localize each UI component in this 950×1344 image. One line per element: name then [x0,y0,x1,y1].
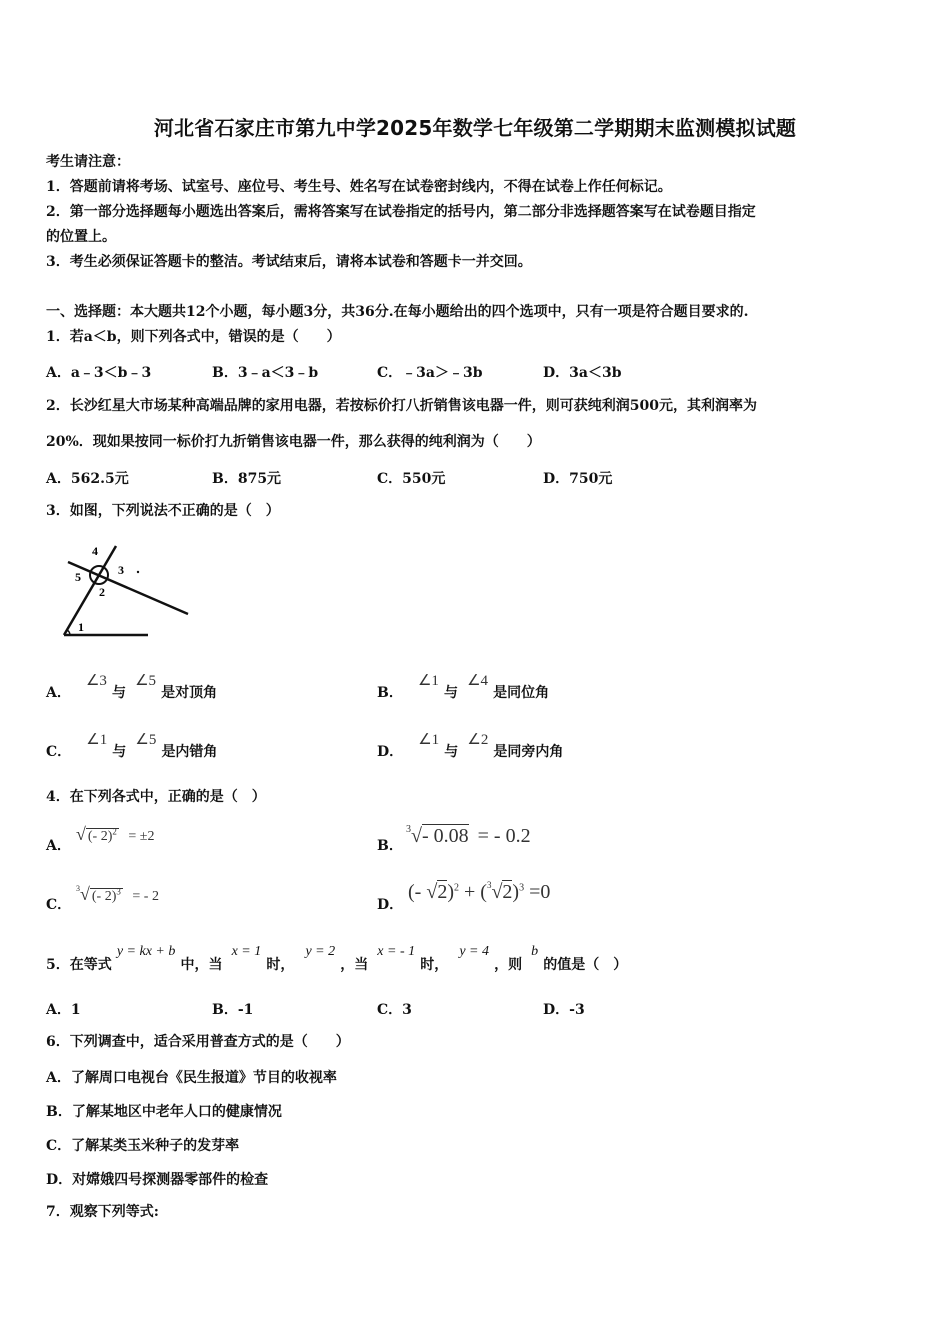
stem-part: 的值是（ ） [543,957,628,973]
option-text: 是对顶角 [161,685,218,701]
notice-item: 的位置上。 [46,229,116,245]
root-index: 3 [406,824,411,835]
condition-y1: y = 2 [305,944,336,959]
paren-open: (- [408,881,427,903]
option-c-formula[interactable] [76,884,159,905]
angle-1: ∠1 [417,673,439,689]
option-a[interactable] [46,670,218,701]
notice-heading: 考生请注意： [46,154,130,170]
option-c[interactable]: C．了解某类玉米种子的发芽率 [46,1138,240,1154]
option-word: 与 [112,685,127,701]
option-a[interactable]: A．了解周口电视台《民生报道》节目的收视率 [46,1070,337,1086]
option-c[interactable]: C．3 [377,1002,412,1018]
label-4: 4 [92,544,98,558]
transversal-line [68,562,188,614]
label-1: 1 [78,620,84,634]
radicand: - 0.08 [421,825,469,847]
angle-4: ∠4 [467,673,489,689]
option-word: 与 [444,744,459,760]
radicand: (- 2) [87,829,113,844]
option-d[interactable]: D．-3 [543,1002,585,1018]
sqrt-sign: √ [80,884,90,904]
radicand: 2 [437,881,448,903]
question-stem: 2．长沙红星大市场某种高端品牌的家用电器，若按标价打八折销售该电器一件，则可获纯利润500元，其利润率为 [46,398,757,414]
condition-x2: x = - 1 [377,944,416,959]
notice-item: 2．第一部分选择题每小题选出答案后，需将答案写在试卷指定的括号内，第二部分非选择题答案写在试卷题目指定 [46,204,756,220]
sqrt-sign: √ [411,825,422,847]
question-stem: 6．下列调查中，适合采用普查方式的是（ ） [46,1034,350,1050]
option-letter: D． [377,744,404,760]
dot [137,571,139,573]
option-a-formula[interactable] [76,824,154,845]
option-b[interactable]: B．-1 [212,1002,254,1018]
rhs: = - 2 [132,889,159,904]
option-a[interactable]: A．562.5元 [46,471,129,487]
option-a[interactable]: A．a﹣3＜b﹣3 [46,365,152,381]
option-d-formula[interactable] [408,880,550,904]
label-2: 2 [99,585,105,599]
option-text: 是同旁内角 [493,744,564,760]
option-b[interactable] [377,670,550,701]
stem-part: ，当 [340,957,369,973]
variable-b: b [531,944,539,959]
question-stem: 7．观察下列等式: [46,1204,159,1220]
exponent: 3 [519,882,525,894]
option-b-formula[interactable] [406,824,531,848]
equation: y = kx + b [116,944,176,959]
sqrt-sign: √ [76,824,86,844]
notice-item: 3．考生必须保证答题卡的整洁。考试结束后，请将本试卷和答题卡一并交回。 [46,254,532,270]
condition-y2: y = 4 [459,944,489,959]
radicand: 2 [502,881,513,903]
option-b[interactable]: B．了解某地区中老年人口的健康情况 [46,1104,282,1120]
sqrt-sign: √ [491,881,503,903]
section-heading: 一、选择题：本大题共12个小题，每小题3分，共36分.在每小题给出的四个选项中，只有一项是符合题目要求的. [46,304,749,320]
notice-item: 1．答题前请将考场、试室号、座位号、考生号、姓名写在试卷密封线内，不得在试卷上作任何标记。 [46,179,672,195]
stem-part: 时， [266,957,295,973]
option-b[interactable]: B．3﹣a＜3﹣b [212,365,319,381]
stem-part: 时， [420,957,449,973]
option-d[interactable]: D．对嫦娥四号探测器零部件的检查 [46,1172,269,1188]
slant-line [64,546,116,635]
option-d[interactable]: D．3a＜3b [543,365,622,381]
option-letter: C． [46,744,72,760]
plus-paren: + ( [458,881,487,903]
exponent: 2 [112,826,117,837]
option-b[interactable]: B．875元 [212,471,282,487]
label-3: 3 [118,563,124,577]
question-stem [46,940,628,973]
angle-5: ∠5 [135,673,157,689]
option-c[interactable]: C．550元 [377,471,446,487]
label-5: 5 [75,570,81,584]
question-stem: 3．如图，下列说法不正确的是（ ） [46,503,280,519]
option-text: 是同位角 [493,685,550,701]
option-word: 与 [112,744,127,760]
stem-part: ，则 [494,957,523,973]
option-letter: B． [377,685,403,701]
option-text: 是内错角 [161,744,218,760]
condition-x1: x = 1 [231,944,262,959]
angle-5: ∠5 [135,732,157,748]
option-c[interactable] [46,729,218,760]
angle-1: ∠1 [418,732,440,748]
root-index: 3 [486,880,492,890]
option-d[interactable]: D．750元 [543,471,613,487]
option-b-letter[interactable]: B． [377,838,403,854]
sqrt-sign: √ [426,881,438,903]
question-stem: 1．若a＜b，则下列各式中，错误的是（ ） [46,329,341,345]
paren-close: ) [447,881,454,903]
rhs: =0 [524,881,551,903]
angle-figure [56,538,196,643]
stem-part: 中，当 [180,957,223,973]
option-word: 与 [443,685,458,701]
rhs: = - 0.2 [477,825,531,847]
option-c[interactable]: C．﹣3a＞﹣3b [377,365,483,381]
option-d[interactable] [377,729,564,760]
radicand: (- 2) [91,889,117,904]
option-a[interactable]: A．1 [46,1002,81,1018]
angle-2: ∠2 [467,732,489,748]
option-letter: A． [46,685,71,701]
question-stem-cont: 20%．现如果按同一标价打九折销售该电器一件，那么获得的纯利润为（ ） [46,434,541,450]
root-index: 3 [76,884,80,893]
rhs: = ±2 [128,829,155,844]
question-stem: 4．在下列各式中，正确的是（ ） [46,789,266,805]
option-a-letter[interactable]: A． [46,838,71,854]
option-c-letter[interactable]: C． [46,897,72,913]
stem-part: 5．在等式 [46,957,112,973]
exponent: 3 [116,886,121,897]
exponent: 2 [453,882,459,894]
page-title: 河北省石家庄市第九中学2025年数学七年级第二学期期末监测模拟试题 [153,116,797,140]
paren-close: ) [512,881,520,903]
angle-3: ∠3 [85,673,107,689]
angle-1: ∠1 [86,732,108,748]
option-d-letter[interactable]: D． [377,897,404,913]
